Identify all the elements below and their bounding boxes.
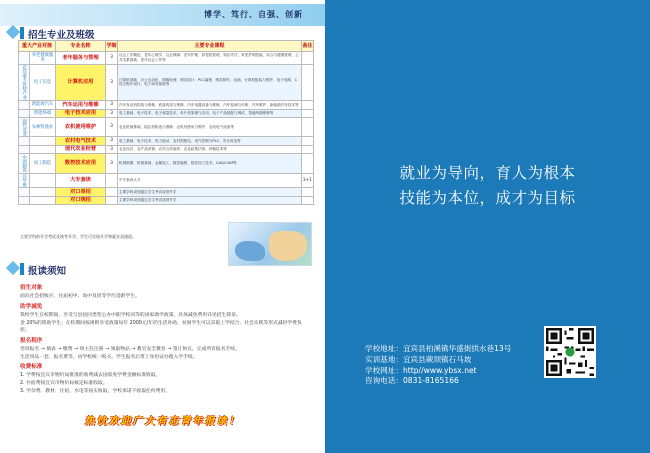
years-cell: 3 — [106, 101, 118, 110]
major-name-cell: 计算机应用 — [56, 64, 106, 100]
courses-cell: 主要学科成绩通过学生考试成绩升学 — [118, 188, 302, 197]
notice-text: 咨询报名 → 填表 → 缴费 → 班主任注册 → 领取物品 → 教官安全教育 → 签订协议，完成所有报名手续。 — [20, 346, 240, 352]
major-name-cell: 老年服务与管理 — [56, 52, 106, 65]
table-row — [19, 64, 314, 100]
years-cell: 3 — [106, 137, 118, 146]
notice-text: 面向社会招收应、往届初中、高中及同等学历适龄学生。 — [20, 294, 140, 300]
sub-industry-cell — [30, 137, 56, 146]
years-cell: 3 — [106, 109, 118, 118]
qr-code-icon — [544, 326, 596, 378]
note-cell — [301, 118, 313, 137]
table-row — [19, 52, 314, 65]
section-bar — [20, 263, 24, 275]
industry-cell — [19, 109, 30, 118]
col-header-courses: 主要专业课程 — [118, 41, 302, 52]
contact-phone: 咨询电话：0831-8165166 — [365, 376, 459, 386]
table-row — [19, 154, 314, 173]
contact-address: 学校地址：宜宾县柏溪镇华盛街拱水巷13号 — [365, 344, 512, 353]
years-cell: 3 — [106, 145, 118, 154]
sub-industry-cell: 智能终端 — [30, 109, 56, 118]
sub-industry-cell — [30, 188, 56, 197]
industry-cell — [19, 188, 30, 197]
table-row — [19, 137, 314, 146]
col-header-years: 学制 — [106, 41, 118, 52]
table-row — [19, 118, 314, 137]
industry-cell: 现代农业 — [19, 118, 30, 137]
note-cell: 3+1 — [301, 173, 313, 188]
industry-cell: 中国制造 — [19, 154, 30, 173]
campus-photo — [228, 222, 312, 266]
years-cell: 3 — [106, 52, 118, 65]
notice-heading-aid: 助学减免 — [20, 303, 43, 310]
admission-notice — [20, 282, 310, 396]
closing-welcome: 热忱欢迎广大有志青年报读！ — [84, 416, 241, 427]
courses-cell: 电工基础、电子技术、电子测量技术、单片机原理与应用、电子产品装配与调试、智能终端维修等 — [118, 109, 302, 118]
brochure-back-cover — [325, 0, 650, 453]
note-cell — [301, 154, 313, 173]
sub-industry-cell: 农林牧渔业 — [30, 118, 56, 137]
notice-heading-target: 招生对象 — [20, 285, 43, 291]
table-row — [19, 101, 314, 110]
major-name-cell: 大专套读 — [56, 173, 106, 188]
sub-industry-cell: 新能源汽车 — [30, 101, 56, 110]
courses-cell: 汽车发动机构造与维修、底盘构造与维修、汽车电器设备与维修、汽车检测与诊断、汽车维护、新能源汽车技术等 — [118, 101, 302, 110]
major-name-cell: 农机使用维护 — [56, 118, 106, 137]
school-slogan: 博学、笃行、自强、创新 — [204, 10, 303, 19]
table-row — [19, 188, 314, 197]
industry-cell — [19, 137, 30, 146]
courses-cell: 农业经济、农产品营销、农村合作组织、农业政策法规、种植技术等 — [118, 145, 302, 154]
industry-cell: 升学班 — [19, 173, 30, 188]
courses-cell: 农业机械基础、拖拉机构造与维修、农机具使用与维护、农机电气设备等 — [118, 118, 302, 137]
note-cell — [301, 137, 313, 146]
major-name-cell: 现代农业经营 — [56, 145, 106, 154]
majors-table-body — [19, 52, 314, 205]
courses-cell: 主要学科成绩通过学生考试成绩升学 — [118, 196, 302, 205]
years-cell — [106, 173, 118, 188]
notice-heading-fees: 收费标准 — [20, 364, 43, 370]
photo-shape — [269, 231, 307, 261]
contact-website[interactable]: 学校网址：http//www.ybsx.net — [365, 365, 477, 375]
note-cell — [301, 52, 313, 65]
courses-cell: 电工基础、电子技术、电力拖动、农村供配电、电气控制与PLC、安全用电等 — [118, 137, 302, 146]
majors-table — [18, 40, 314, 205]
contact-info — [365, 344, 511, 387]
contact-training-base: 实训基地：宜宾县蕨坝镇石马坡 — [365, 354, 472, 364]
note-cell — [301, 109, 313, 118]
sub-industry-cell — [30, 145, 56, 154]
note-cell — [301, 64, 313, 100]
notice-text: 我校学生在校期间，享受与县县同类型公办中职学校同等的国家助学政策，具体减免费用详见招生简章。 — [20, 312, 241, 318]
col-header-note: 备注 — [301, 41, 313, 52]
industry-cell — [19, 101, 30, 110]
section-diamond-icon — [6, 261, 20, 275]
notice-text: 1. 学费按宜宾市物价局批准的收费减去国家免学费金额标准收取。 — [20, 373, 161, 379]
col-header-industry: 重大产业对接 — [19, 41, 56, 52]
major-name-cell: 对口单招 — [56, 188, 106, 197]
lead-text: 主要学科的升学考试及统考升学，学生可实现升学和就业双通道。 — [20, 234, 136, 239]
major-name-cell: 汽车运用与维修 — [56, 101, 106, 110]
motto-line-2: 技能为本位，成才为目标 — [399, 189, 576, 207]
sub-industry-cell: 养老健康服务 — [30, 52, 56, 65]
years-cell: 3 — [106, 64, 118, 100]
section-diamond-icon — [6, 25, 20, 39]
sub-industry-cell — [30, 173, 56, 188]
section-title-notice: 报读须知 — [28, 266, 67, 277]
table-row — [19, 145, 314, 154]
industry-cell — [19, 52, 30, 65]
sub-industry-cell: 电子信息 — [30, 64, 56, 100]
sub-industry-cell — [30, 196, 56, 205]
note-cell — [301, 145, 313, 154]
industry-cell: 宜宾重大优势产业 — [19, 64, 30, 100]
section-bar — [20, 27, 24, 39]
major-name-cell: 数控技术应用 — [56, 154, 106, 173]
courses-cell: 中专套读大专 — [118, 173, 302, 188]
note-cell — [301, 188, 313, 197]
major-name-cell: 农村电气技术 — [56, 137, 106, 146]
courses-cell: 机械制图、机械基础、金属加工、数控编程、数控加工技术、CAD/CAM等 — [118, 154, 302, 173]
years-cell — [106, 196, 118, 205]
table-row — [19, 109, 314, 118]
notice-text: 2. 住宿费按宜宾市物价局核定标准收取。 — [20, 381, 108, 387]
note-cell — [301, 101, 313, 110]
major-name-cell: 对口统招 — [56, 196, 106, 205]
note-cell — [301, 196, 313, 205]
major-name-cell: 电子技术应用 — [56, 109, 106, 118]
industry-cell — [19, 145, 30, 154]
courses-cell: 计算机基础、办公自动化、图像处理、网页设计、PLC编程、网页制作、动画、计算机组装与维护、电子电路、C语言程序设计、电子商务基础等 — [118, 64, 302, 100]
notice-heading-process: 报名程序 — [20, 337, 43, 344]
table-row — [19, 173, 314, 188]
notice-text: 生活用品一套、报名费等，由学校统一购买。学生报名后带上身份证办理入学手续。 — [20, 354, 198, 360]
table-row — [19, 196, 314, 205]
notice-text: 金 20%的资助学生；在校期间按规则享受政策每年 2000元/年的生活补助。贫困学生可以采取工学结合、社会实践等形式减轻学费负担。 — [20, 320, 302, 334]
courses-cell: 社会工作概论、老年心理学、社会保障、老年护理、养老院管理、娱乐疗法、常见护理技能、综合与健康管理、公共关系基础、老年社会工作等 — [118, 52, 302, 65]
years-cell: 3 — [106, 154, 118, 173]
section-title-majors: 招生专业及班级 — [28, 30, 95, 41]
years-cell — [106, 188, 118, 197]
table-header-row — [19, 41, 314, 52]
years-cell: 3 — [106, 118, 118, 137]
sub-industry-cell: 加工制造 — [30, 154, 56, 173]
motto-line-1: 就业为导向，育人为根本 — [399, 164, 576, 182]
notice-text: 3. 学杂费、教材、住宿、水电等按实收取，学校承诺不收取任何费用。 — [20, 389, 171, 394]
photo-shape — [235, 241, 265, 261]
industry-cell — [19, 196, 30, 205]
col-header-major: 专业名称 — [56, 41, 106, 52]
